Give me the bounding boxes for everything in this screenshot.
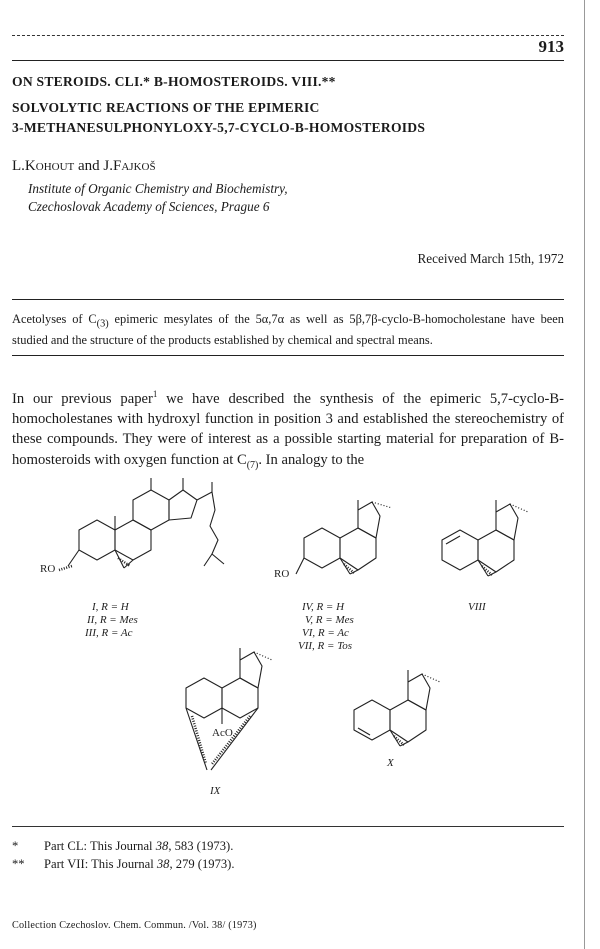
title-line-1: ON STEROIDS. CLI.* B-HOMOSTEROIDS. VIII.**: [12, 74, 336, 89]
body-text-c: . In analogy to the: [258, 451, 365, 468]
affiliation-line-2: Czechoslovak Academy of Sciences, Prague 6: [28, 199, 270, 214]
chemical-structures-figure: [12, 478, 572, 808]
compound-label-vii: VII, R = Tos: [298, 640, 353, 652]
abstract-rule-top: [12, 299, 564, 300]
affiliation-line-1: Institute of Organic Chemistry and Biochemistry,: [28, 181, 288, 196]
authors: [12, 158, 156, 175]
structure-i-iii: [59, 478, 224, 570]
compound-label-v: V, R = Mes: [305, 614, 354, 626]
compound-label-x: X: [387, 757, 394, 769]
author-2-surname: Fajkoš: [113, 158, 156, 174]
page-edge-line: [584, 0, 585, 949]
aco-label: AcO: [212, 727, 233, 739]
abstract-text-b: epimeric mesylates of the 5α,7α as well as 5β,7β-cyclo-B-homocholestane have been studied and the structure of the products established by chemical and spectral means.: [12, 312, 564, 348]
author-conjunction: and: [74, 158, 104, 174]
structure-x: [354, 670, 440, 746]
author-2-initial: J.: [103, 158, 114, 174]
footnote-1-mark: *: [12, 839, 19, 853]
compound-label-iv: IV, R = H: [302, 601, 345, 613]
footnote-2: [12, 857, 235, 872]
compound-label-iii: III, R = Ac: [85, 627, 133, 639]
footnote-rule: [12, 826, 564, 827]
author-1-surname: Kohout: [24, 158, 75, 174]
footnote-2-text-b: , 279 (1973).: [169, 857, 235, 871]
ro-label-2: RO: [274, 568, 290, 580]
header-rule-bottom: [12, 60, 564, 61]
body-subscript: (7): [246, 459, 259, 471]
author-1-initial: L.: [12, 158, 25, 174]
compound-label-i: I, R = H: [92, 601, 129, 613]
body-text-b: we have described the synthesis of the epimeric 5,7-cyclo-B-homocholestanes with hydroxyl function in position 3 and established the stereochemistry of these compounds. They were of interest as a possible starting material for preparation of B-homosteroids with oxygen function at C: [12, 390, 564, 468]
footnote-1-volume: 38: [155, 839, 169, 853]
compound-label-ix: IX: [210, 785, 221, 797]
reference-superscript: 1: [152, 389, 158, 399]
footnote-1: [12, 839, 233, 854]
received-date: Received March 15th, 1972: [417, 251, 564, 266]
abstract: [12, 311, 564, 348]
header-rule: [12, 35, 564, 36]
compound-label-viii: VIII: [468, 601, 486, 613]
title-line-3: 3-METHANESULPHONYLOXY-5,7-CYCLO-B-HOMOSTEROIDS: [12, 120, 426, 135]
page-number: 913: [538, 37, 564, 56]
structure-ix: [186, 648, 272, 770]
abstract-text-a: Acetolyses of C: [12, 312, 97, 326]
abstract-subscript: (3): [96, 318, 109, 330]
abstract-rule-bottom: [12, 355, 564, 356]
ro-label-1: RO: [40, 563, 56, 575]
compound-label-ii: II, R = Mes: [87, 614, 138, 626]
footnote-1-text-a: Part CL: This Journal: [44, 839, 156, 853]
body-text-a: In our previous paper: [12, 390, 153, 407]
title-line-2: SOLVOLYTIC REACTIONS OF THE EPIMERIC: [12, 100, 320, 115]
footnote-2-mark: **: [12, 857, 25, 871]
footnote-2-volume: 38: [156, 857, 170, 871]
body-paragraph: [12, 384, 564, 476]
footnote-2-text-a: Part VII: This Journal: [44, 857, 157, 871]
footnote-1-text-b: , 583 (1973).: [168, 839, 234, 853]
compound-label-vi: VI, R = Ac: [302, 627, 349, 639]
journal-footer: Collection Czechoslov. Chem. Commun. /Vol. 38/ (1973): [12, 920, 257, 931]
structure-viii: [442, 500, 528, 576]
structure-iv-vii: [296, 500, 392, 574]
